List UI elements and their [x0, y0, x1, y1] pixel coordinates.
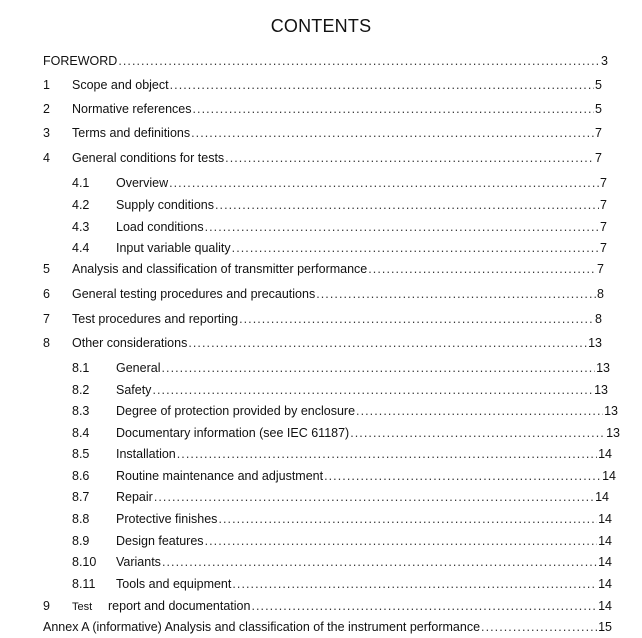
toc-section-number: 4.1 [72, 176, 90, 190]
toc-entry-8-5[interactable] [72, 447, 612, 465]
toc-entry-8-3[interactable] [72, 404, 618, 422]
toc-section-number: 8.9 [72, 534, 90, 548]
toc-entry-6[interactable] [43, 287, 604, 305]
dot-leader [161, 361, 595, 375]
toc-entry-title: Load conditions [116, 220, 204, 234]
toc-entry-title: Safety [116, 383, 152, 397]
dot-leader [205, 534, 598, 548]
toc-section-number: 8.3 [72, 404, 90, 418]
toc-entry-title: General conditions for tests [72, 151, 225, 165]
dot-leader [152, 383, 593, 397]
toc-section-number: 4.2 [72, 198, 90, 212]
dot-leader [350, 426, 605, 440]
toc-page-number: 15 [598, 620, 612, 634]
toc-section-number: 8.10 [72, 555, 97, 569]
toc-entry-title: Variants [116, 555, 161, 569]
toc-section-number: 6 [43, 287, 50, 301]
toc-entry-title: Design features [116, 534, 204, 548]
toc-entry-8-10[interactable] [72, 555, 612, 573]
dot-leader [324, 469, 601, 483]
toc-entry-8-4[interactable] [72, 426, 620, 444]
toc-entry-1[interactable] [43, 78, 602, 96]
toc-entry-8-11[interactable] [72, 577, 612, 595]
toc-entry-title: Test procedures and reporting [72, 312, 239, 326]
toc-entry-title: Tools and equipment [116, 577, 232, 591]
toc-page-number: 14 [598, 447, 612, 461]
toc-page-number: 3 [601, 54, 608, 68]
toc-entry-title: Repair [116, 490, 153, 504]
toc-section-number: 8.8 [72, 512, 90, 526]
dot-leader [239, 312, 594, 326]
toc-entry-8-7[interactable] [72, 490, 609, 508]
dot-leader [218, 512, 597, 526]
toc-page-number: 14 [602, 469, 616, 483]
toc-page-number: 13 [594, 383, 608, 397]
toc-entry-title: Supply conditions [116, 198, 214, 212]
toc-section-number: 8.1 [72, 361, 90, 375]
dot-leader [225, 151, 594, 165]
toc-section-number: 5 [43, 262, 50, 276]
toc-page-number: 14 [598, 512, 612, 526]
toc-page-number: 7 [600, 176, 607, 190]
toc-section-number: 7 [43, 312, 50, 326]
toc-page-number: 13 [588, 336, 602, 350]
toc-page-number: 7 [595, 126, 602, 140]
toc-entry-title: report and documentation [108, 599, 251, 613]
toc-page-number: 7 [600, 220, 607, 234]
toc-entry-5[interactable] [43, 262, 604, 280]
toc-entry-4-1[interactable] [72, 176, 607, 194]
toc-entry-title-prefix: Test [72, 601, 93, 613]
toc-section-number: 8.5 [72, 447, 90, 461]
dot-leader [481, 620, 597, 634]
toc-entry-title: General [116, 361, 161, 375]
dot-leader [356, 404, 603, 418]
toc-section-number: 8.6 [72, 469, 90, 483]
toc-page-number: 8 [595, 312, 602, 326]
toc-entry-title: Input variable quality [116, 241, 231, 255]
toc-page-number: 5 [595, 102, 602, 116]
toc-entry-3[interactable] [43, 126, 602, 144]
toc-entry-title: Scope and object [72, 78, 169, 92]
toc-entry-8-8[interactable] [72, 512, 612, 530]
page-title: CONTENTS [270, 16, 372, 36]
toc-section-number: 8.11 [72, 577, 96, 591]
dot-leader [170, 78, 594, 92]
dot-leader [251, 599, 597, 613]
toc-section-number: 8 [43, 336, 50, 350]
dot-leader [368, 262, 596, 276]
toc-page-number: 7 [595, 151, 602, 165]
dot-leader [177, 447, 597, 461]
toc-section-number: 4.3 [72, 220, 90, 234]
toc-entry-title: Normative references [72, 102, 192, 116]
toc-entry-9[interactable] [43, 599, 612, 617]
toc-page-number: 14 [598, 555, 612, 569]
toc-entry-title: FOREWORD [43, 54, 118, 68]
toc-entry-8-9[interactable] [72, 534, 612, 552]
toc-page-number: 14 [595, 490, 609, 504]
toc-page-number: 13 [604, 404, 618, 418]
toc-entry-title: Annex A (informative) Analysis and classification of the instrument performance [43, 620, 481, 634]
toc-entry-4-2[interactable] [72, 198, 607, 216]
toc-entry-title: Routine maintenance and adjustment [116, 469, 324, 483]
toc-page-number: 8 [597, 287, 604, 301]
dot-leader [232, 241, 599, 255]
toc-page-number: 7 [600, 198, 607, 212]
toc-entry-title: Protective finishes [116, 512, 218, 526]
dot-leader [205, 220, 599, 234]
dot-leader [191, 126, 594, 140]
toc-section-number: 4.4 [72, 241, 90, 255]
toc-page-number: 14 [598, 534, 612, 548]
toc-entry-title: Terms and definitions [72, 126, 191, 140]
toc-entry-title: Installation [116, 447, 176, 461]
dot-leader [162, 555, 597, 569]
toc-entry-8[interactable] [43, 336, 602, 354]
dot-leader [215, 198, 599, 212]
dot-leader [316, 287, 596, 301]
toc-entry-title: Degree of protection provided by enclosure [116, 404, 356, 418]
dot-leader [193, 102, 595, 116]
toc-section-number: 2 [43, 102, 50, 116]
toc-section-number: 9 [43, 599, 50, 613]
toc-section-number: 8.2 [72, 383, 90, 397]
toc-section-number: 8.7 [72, 490, 90, 504]
toc-entry-foreword[interactable] [43, 54, 608, 72]
toc-entry-8-2[interactable] [72, 383, 608, 401]
toc-entry-title: Overview [116, 176, 169, 190]
dot-leader [154, 490, 594, 504]
toc-page-number: 7 [597, 262, 604, 276]
toc-entry-4[interactable] [43, 151, 602, 169]
dot-leader [169, 176, 599, 190]
toc-page-number: 13 [606, 426, 620, 440]
toc-page-number: 7 [600, 241, 607, 255]
toc-entry-title: Other considerations [72, 336, 188, 350]
toc-entry-7[interactable] [43, 312, 602, 330]
toc-page-number: 14 [598, 599, 612, 613]
toc-page-number: 14 [598, 577, 612, 591]
toc-entry-4-3[interactable] [72, 220, 607, 238]
toc-entry-8-1[interactable] [72, 361, 610, 379]
toc-section-number: 8.4 [72, 426, 90, 440]
toc-entry-4-4[interactable] [72, 241, 607, 259]
toc-page-number: 5 [595, 78, 602, 92]
toc-entry-title: Documentary information (see IEC 61187) [116, 426, 350, 440]
toc-entry-2[interactable] [43, 102, 602, 120]
dot-leader [118, 54, 600, 68]
toc-page-number: 13 [596, 361, 610, 375]
toc-entry-8-6[interactable] [72, 469, 616, 487]
toc-section-number: 3 [43, 126, 50, 140]
dot-leader [188, 336, 587, 350]
toc-entry-annex-a[interactable] [43, 620, 612, 638]
toc-section-number: 1 [43, 78, 50, 92]
toc-entry-title: General testing procedures and precautions [72, 287, 316, 301]
toc-entry-title: Analysis and classification of transmitter performance [72, 262, 368, 276]
toc-section-number: 4 [43, 151, 50, 165]
dot-leader [232, 577, 597, 591]
